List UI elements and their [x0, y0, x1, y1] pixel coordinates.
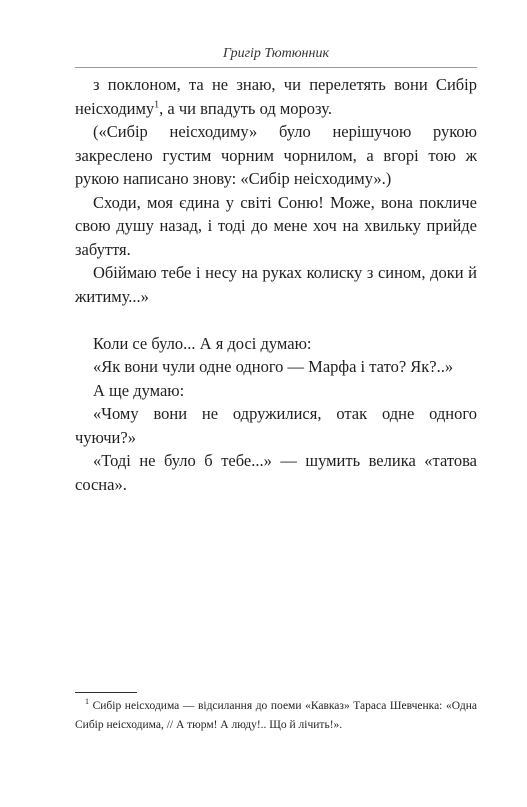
footnote-divider: [75, 692, 137, 693]
paragraph: («Сибір неісходиму» було нерішучою рукою закреслено густим чорним чорнилом, а вгорі тою ж рукою написано знову: «Сибір неісходиму».): [75, 122, 477, 188]
header-divider: [75, 67, 477, 68]
paragraph: «Чому вони не одружилися, отак одне одного чуючи?»: [75, 404, 477, 447]
paragraph: Коли се було... А я досі думаю:: [93, 333, 312, 353]
page-body: [75, 73, 477, 496]
footnote-body: Сибір неісходима — відсилання до поеми «Кавказ» Тараса Шевченка: «Одна Сибір неісходима, // А тюрм! А люду!.. Що й лічить!».: [75, 700, 477, 731]
paragraph-text: з поклоном, та не знаю, чи перелетять вони Сибір неісходиму: [75, 75, 477, 118]
paragraph: «Як вони чули одне одного — Марфа і тато? Як?..»: [93, 357, 454, 376]
paragraph: «Тоді не було б тебе...» — шумить велика «татова сосна».: [75, 451, 477, 494]
footnote-marker: 1: [85, 697, 89, 707]
paragraph: [75, 73, 477, 120]
paragraph: Обіймаю тебе і несу на руках колиску з сином, доки й житиму...»: [75, 263, 477, 306]
footnote-text: [75, 697, 477, 735]
paragraph-text-tail: , а чи впадуть од морозу.: [159, 98, 332, 118]
running-header: Григір Тютюнник: [223, 46, 329, 61]
paragraph: Сходи, моя єдина у світі Соню! Може, вона покличе свою душу назад, і тоді до мене хоч на хвильку прийде забуття.: [75, 192, 477, 259]
footnote: [75, 697, 477, 735]
footnote-ref: 1: [154, 99, 160, 110]
paragraph: А ще думаю:: [93, 380, 185, 400]
